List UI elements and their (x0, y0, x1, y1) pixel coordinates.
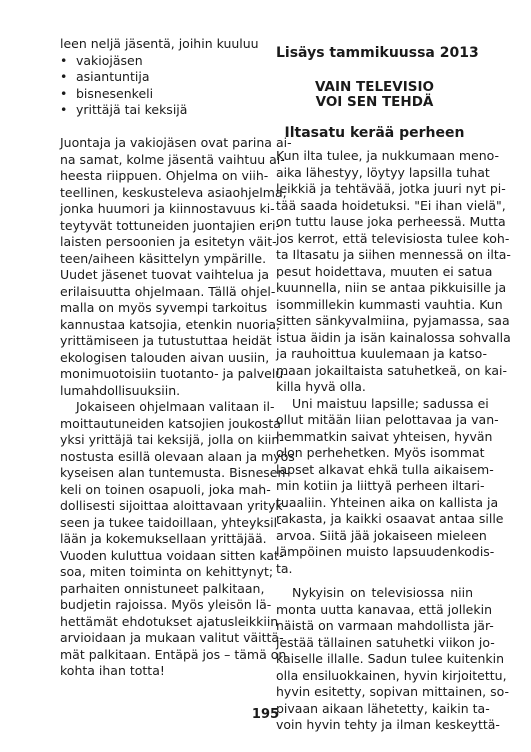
text-line: lapset alkavat ehkä tulla aikaisem- (276, 461, 494, 477)
text-line: kuunnella, niin se antaa pikkuisille ja (276, 280, 507, 295)
text-line: Kun ilta tulee, ja nukkumaan meno- (276, 148, 500, 163)
text-line: olon perhehetken. Myös isommat (276, 445, 485, 460)
text-line: tää saada hoidetuksi. "Ei ihan vielä", (276, 197, 506, 213)
text-line: teen/aiheen käsittelyn ympärille. (60, 250, 267, 266)
text-line: laisten persoonien ja esitetyn väit- (60, 234, 277, 249)
text-line: ta. (276, 560, 293, 576)
text-line: Nykyisin on televisiossa niin (292, 585, 473, 600)
left-column (60, 36, 295, 680)
text-line: istua äidin ja isän kainalossa sohvalla (276, 329, 511, 345)
text-line: kyseisen alan tuntemusta. Bisnesen- (60, 465, 290, 480)
text-line: pesut hoidettava, muuten ei satua (276, 263, 493, 279)
right-paragraph-2 (276, 395, 504, 578)
text-line: monimuotoisiin tuotanto- ja palvelu- (60, 366, 288, 381)
text-line: min kotiin ja liittyä perheen iltari- (276, 478, 485, 493)
main-heading-line-2: VOI SEN TEHDÄ (315, 94, 434, 110)
text-line: maan jokailtaista satuhetkeä, on kai- (276, 362, 508, 378)
text-line: jonka huumori ja kiinnostavuus ki- (60, 201, 275, 216)
text-line: keli on toinen osapuoli, joka mah- (60, 481, 271, 497)
bullet-icon: • (60, 102, 68, 117)
text-line: ta Iltasatu ja siihen mennessä on ilta- (276, 247, 511, 262)
text-line: hemmatkin saivat yhteisen, hyvän (276, 428, 493, 444)
text-line: monta uutta kanavaa, että jollekin (276, 601, 493, 617)
left-paragraph-2 (60, 399, 295, 680)
list-item (60, 69, 256, 86)
text-line: ja rauhoittua kuulemaan ja katso- (276, 346, 488, 361)
text-line: parhaiten onnistuneet palkitaan, (60, 580, 265, 596)
text-line: olla ensiluokkainen, hyvin kirjoitettu, (276, 667, 507, 683)
text-line: isommillekin kummasti vauhtia. Kun (276, 296, 503, 312)
text-line: Uni maistuu lapsille; sadussa ei (292, 395, 489, 411)
text-line: soa, miten toiminta on kehittynyt; (60, 564, 274, 579)
text-line: dollisesti sijoittaa aloittavaan yrityk- (60, 498, 288, 513)
text-line: hettämät ehdotukset ajatusleikkiin (60, 613, 279, 629)
right-paragraph-1 (276, 148, 511, 396)
text-line: nostusta esillä olevaan alaan ja myös (60, 448, 295, 464)
article-subheading: Iltasatu kerää perheen (284, 125, 465, 141)
text-line: malla on myös syvempi tarkoitus (60, 300, 268, 315)
text-line: arvoa. Siitä jää jokaiseen mieleen (276, 527, 487, 543)
text-line: erilaisuutta ohjelmaan. Tällä ohjel- (60, 283, 276, 299)
text-line: on tuttu lause joka perheessä. Mutta (276, 214, 506, 229)
text-line: sitten sänkyvalmiina, pyjamassa, saa (276, 313, 510, 328)
text-line: aika lähestyy, löytyy lapsilla tuhat (276, 164, 490, 180)
page-number: 195 (251, 707, 280, 722)
text-line: näistä on varmaan mahdollista jär- (276, 618, 494, 633)
text-line: Juontaja ja vakiojäsen ovat parina ai- (60, 135, 292, 150)
list-item-label: bisnesenkeli (76, 85, 154, 101)
text-line: arvioidaan ja mukaan valitut väittä- (60, 630, 284, 645)
main-heading-line-1: VAIN TELEVISIO (315, 79, 434, 95)
text-line: leikkiä ja tehtävää, jotka juuri nyt pi- (276, 181, 506, 196)
text-line: voin hyvin tehty ja ilman keskeyttä- (276, 717, 500, 732)
text-line: lään ja kokemuksellaan yrittäjää. (60, 531, 267, 546)
text-line: seen ja tukee taidoillaan, yhteyksil- (60, 514, 282, 530)
bullet-icon: • (60, 52, 68, 68)
text-line: teellinen, keskusteleva asiaohjelma, (60, 184, 287, 200)
list-item-label: asiantuntija (76, 69, 150, 84)
text-line: pivaan aikaan lähetetty, kaikin ta- (276, 700, 490, 716)
text-line: lumahdollisuuksiin. (60, 382, 181, 398)
list-item (60, 53, 256, 70)
member-list (60, 53, 256, 119)
text-line: teytyvät tottuneiden juontajien eri- (60, 217, 280, 233)
text-line: kannustaa katsojia, etenkin nuoria, (60, 316, 280, 332)
text-line: yrittämiseen ja tutustuttaa heidät (60, 333, 272, 348)
list-item (60, 102, 256, 119)
text-line: kaiselle illalle. Sadun tulee kuitenkin (276, 651, 505, 666)
list-item-label: vakiojäsen (76, 52, 143, 68)
text-line: kohta ihan totta! (60, 663, 165, 678)
text-line: jos kerrot, että televisiosta tulee koh- (276, 230, 510, 246)
text-line: jestää tällainen satuhetki viikon jo- (276, 634, 495, 650)
right-column (276, 36, 511, 734)
text-line: Jokaiseen ohjelmaan valitaan il- (76, 399, 275, 414)
text-line: mät palkitaan. Entäpä jos – tämä on (60, 646, 287, 662)
text-line: moittautuneiden katsojien joukosta (60, 415, 281, 431)
text-line: budjetin rajoissa. Myös yleisön lä- (60, 597, 272, 612)
text-line: Vuoden kuluttua voidaan sitten kat- (60, 547, 284, 563)
bullet-icon: • (60, 69, 68, 84)
text-line: na samat, kolme jäsentä vaihtuu ai- (60, 151, 285, 167)
text-line: rakasta, ja kaikki osaavat antaa sille (276, 511, 504, 526)
text-line: hyvin esitetty, sopivan mittainen, so- (276, 684, 509, 699)
text-line: ollut mitään liian pelottavaa ja van- (276, 412, 499, 427)
text-line: ekologisen talouden aivan uusiin, (60, 349, 270, 365)
text-line: yksi yrittäjä tai keksijä, jolla on kiin- (60, 432, 284, 447)
text-line: tuaaliin. Yhteinen aika on kallista ja (276, 494, 499, 510)
bullet-icon: • (60, 85, 68, 101)
list-item-label: yrittäjä tai keksijä (76, 102, 188, 117)
text-line: killa hyvä olla. (276, 379, 366, 394)
list-item (60, 86, 256, 103)
supplement-heading: Lisäys tammikuussa 2013 (276, 45, 479, 61)
left-paragraph-1 (60, 135, 292, 399)
text-line: heesta riippuen. Ohjelma on viih- (60, 168, 269, 183)
text-line: Uudet jäsenet tuovat vaihtelua ja (60, 267, 270, 282)
intro-line: leen neljä jäsentä, joihin kuuluu (60, 36, 259, 51)
text-line: lämpöinen muisto lapsuudenkodis- (276, 544, 495, 559)
